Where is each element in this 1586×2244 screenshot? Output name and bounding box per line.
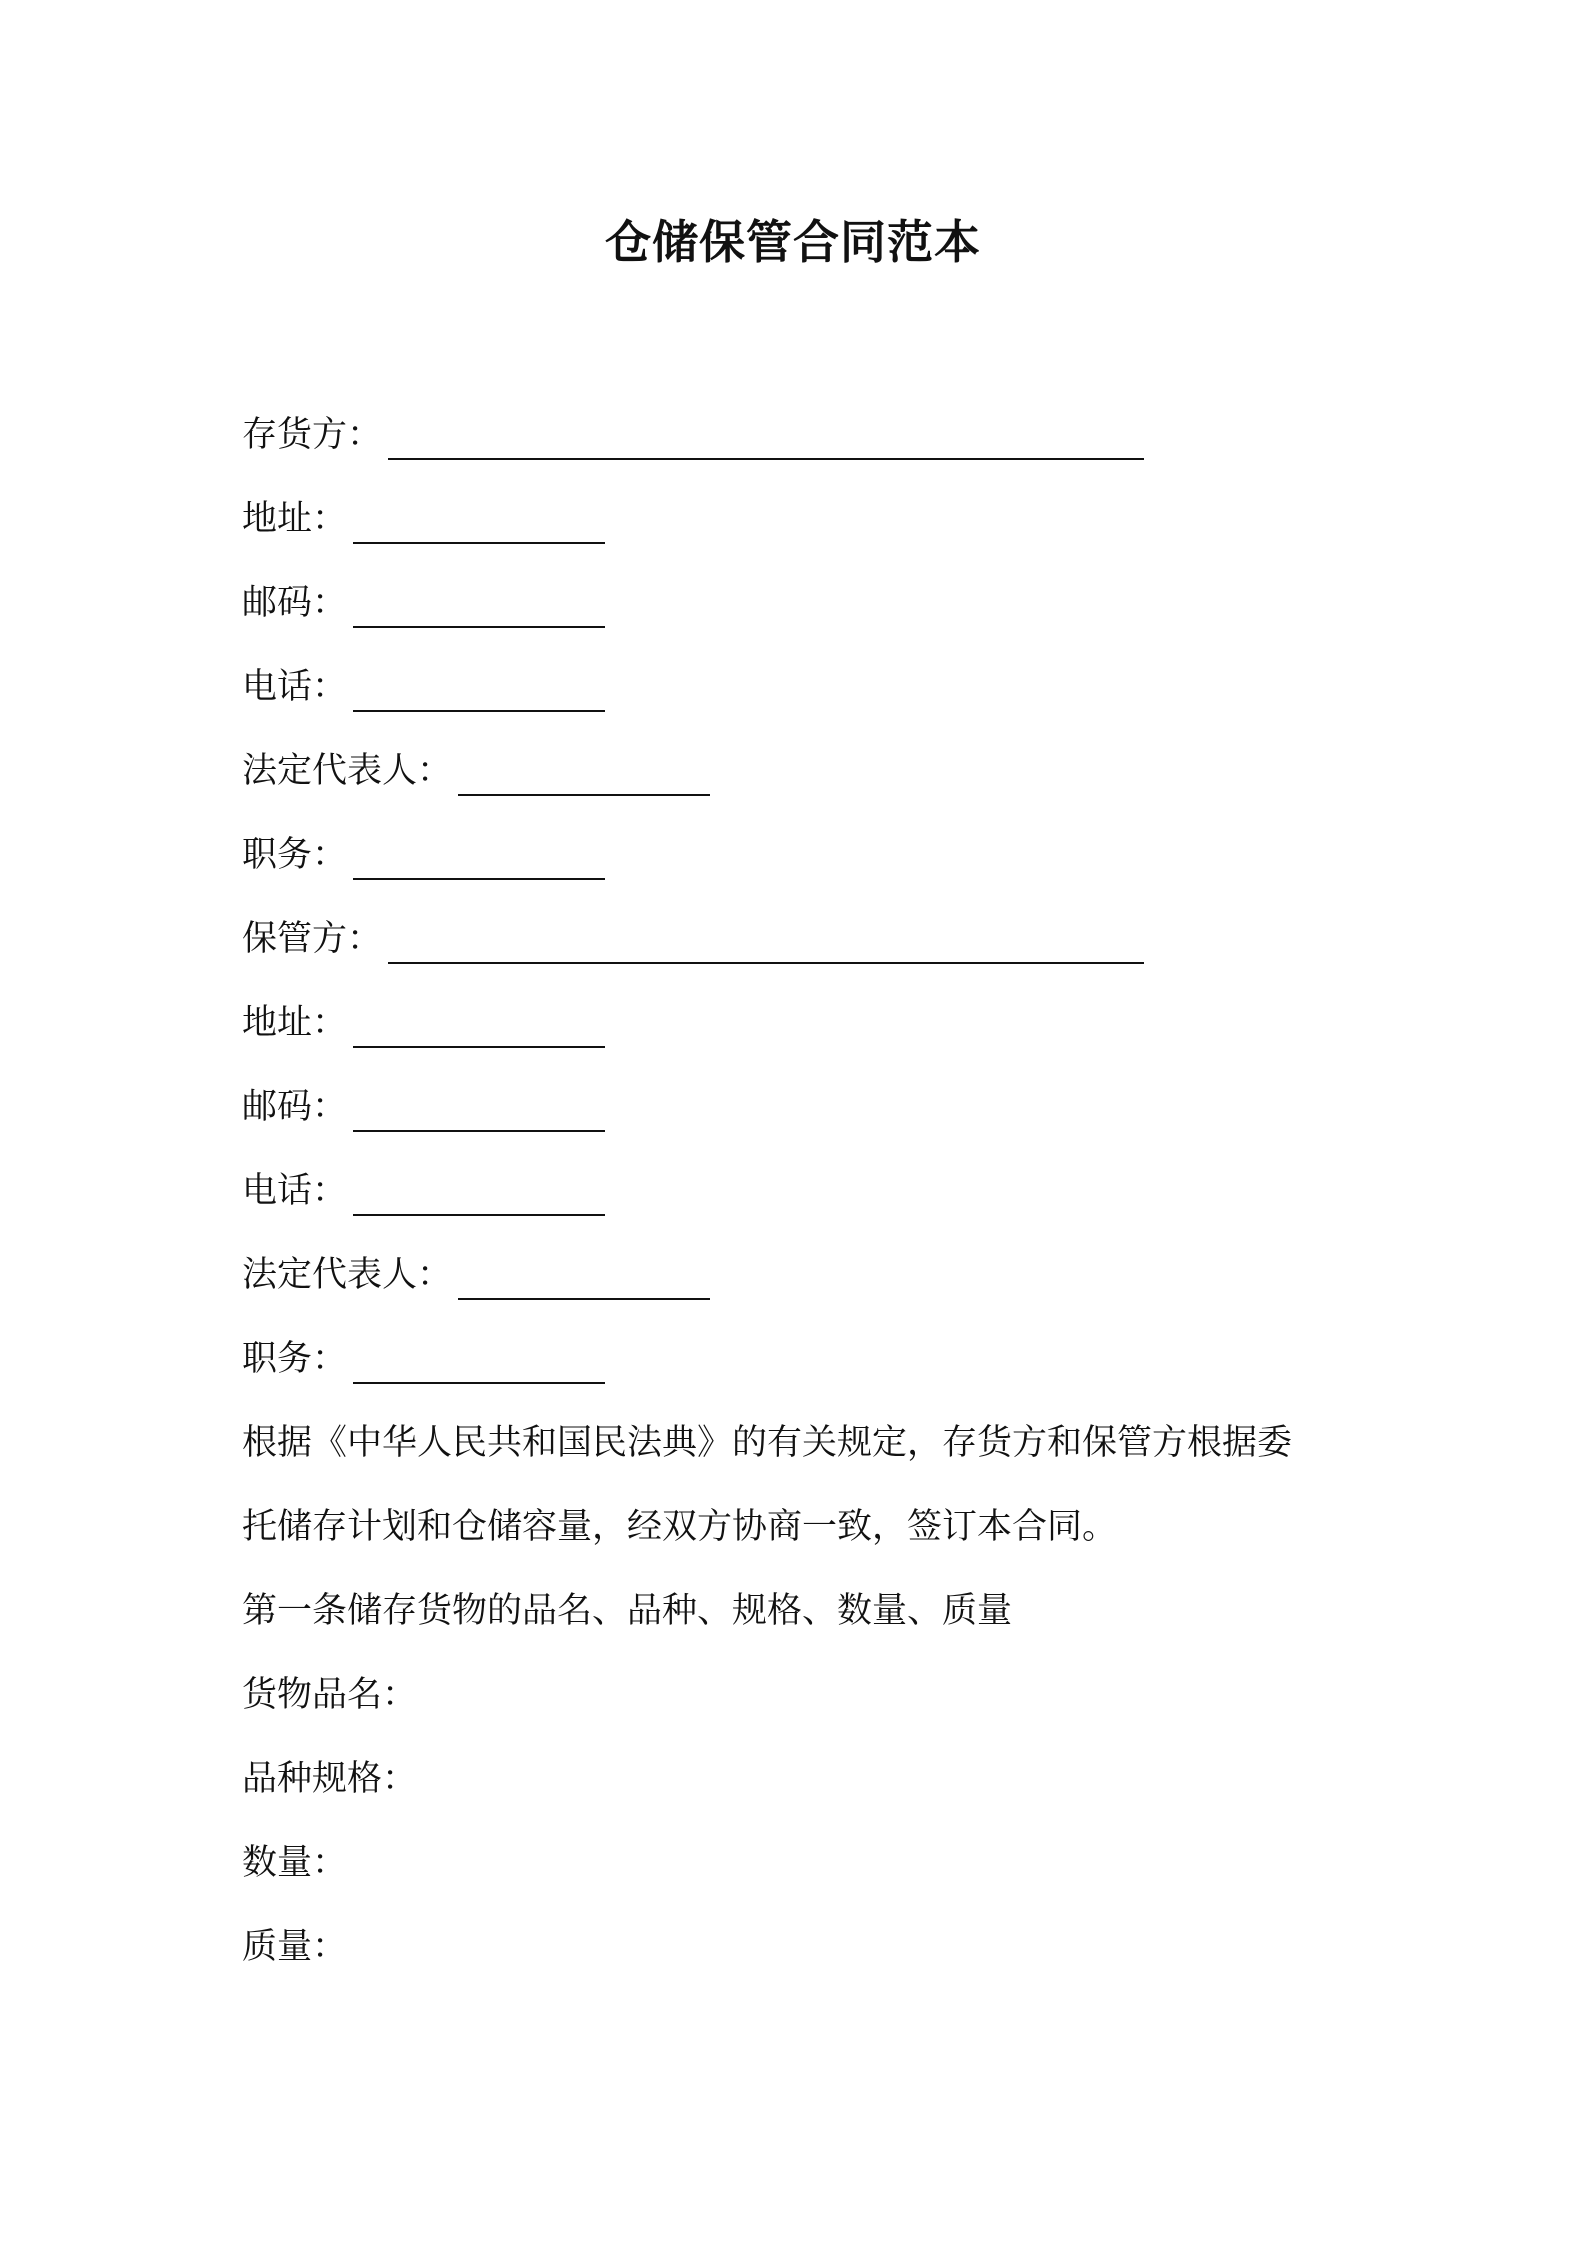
depositor-address-row	[242, 494, 1362, 544]
custodian-address-blank[interactable]	[353, 1008, 605, 1048]
custodian-phone-row	[242, 1166, 1362, 1216]
custodian-party-blank[interactable]	[388, 924, 1144, 964]
goods-name-label: 货物品名：	[242, 1675, 418, 1715]
custodian-party-row	[242, 914, 1362, 964]
depositor-legal-rep-label: 法定代表人：	[242, 751, 453, 791]
depositor-legal-rep-blank[interactable]	[458, 756, 710, 796]
depositor-party-row	[242, 410, 1362, 460]
depositor-position-row	[242, 830, 1362, 880]
depositor-postcode-label: 邮码：	[242, 583, 348, 623]
article1-heading: 第一条储存货物的品名、品种、规格、数量、质量	[242, 1591, 1013, 1631]
custodian-position-blank[interactable]	[353, 1344, 605, 1384]
depositor-party-blank[interactable]	[388, 420, 1144, 460]
preamble-line-1: 根据《中华人民共和国民法典》的有关规定，存货方和保管方根据委	[242, 1423, 1293, 1463]
custodian-postcode-row	[242, 1082, 1362, 1132]
document-body	[242, 410, 1362, 2006]
custodian-postcode-blank[interactable]	[353, 1092, 605, 1132]
depositor-position-blank[interactable]	[353, 840, 605, 880]
depositor-legal-rep-row	[242, 746, 1362, 796]
preamble-line-2: 托储存计划和仓储容量，经双方协商一致，签订本合同。	[242, 1507, 1118, 1547]
depositor-party-label: 存货方：	[242, 415, 383, 455]
depositor-phone-row	[242, 662, 1362, 712]
depositor-postcode-row	[242, 578, 1362, 628]
variety-spec-label: 品种规格：	[242, 1759, 418, 1799]
custodian-party-label: 保管方：	[242, 919, 383, 959]
document-title: 仓储保管合同范本	[605, 215, 981, 269]
quality-label: 质量：	[242, 1927, 348, 1967]
depositor-address-blank[interactable]	[353, 504, 605, 544]
custodian-address-row	[242, 998, 1362, 1048]
depositor-phone-blank[interactable]	[353, 672, 605, 712]
depositor-position-label: 职务：	[242, 835, 348, 875]
custodian-legal-rep-label: 法定代表人：	[242, 1255, 453, 1295]
custodian-legal-rep-blank[interactable]	[458, 1260, 710, 1300]
depositor-postcode-blank[interactable]	[353, 588, 605, 628]
custodian-legal-rep-row	[242, 1250, 1362, 1300]
depositor-phone-label: 电话：	[242, 667, 348, 707]
depositor-address-label: 地址：	[242, 499, 348, 539]
custodian-postcode-label: 邮码：	[242, 1087, 348, 1127]
quantity-label: 数量：	[242, 1843, 348, 1883]
custodian-position-label: 职务：	[242, 1339, 348, 1379]
custodian-phone-label: 电话：	[242, 1171, 348, 1211]
custodian-phone-blank[interactable]	[353, 1176, 605, 1216]
custodian-address-label: 地址：	[242, 1003, 348, 1043]
custodian-position-row	[242, 1334, 1362, 1384]
